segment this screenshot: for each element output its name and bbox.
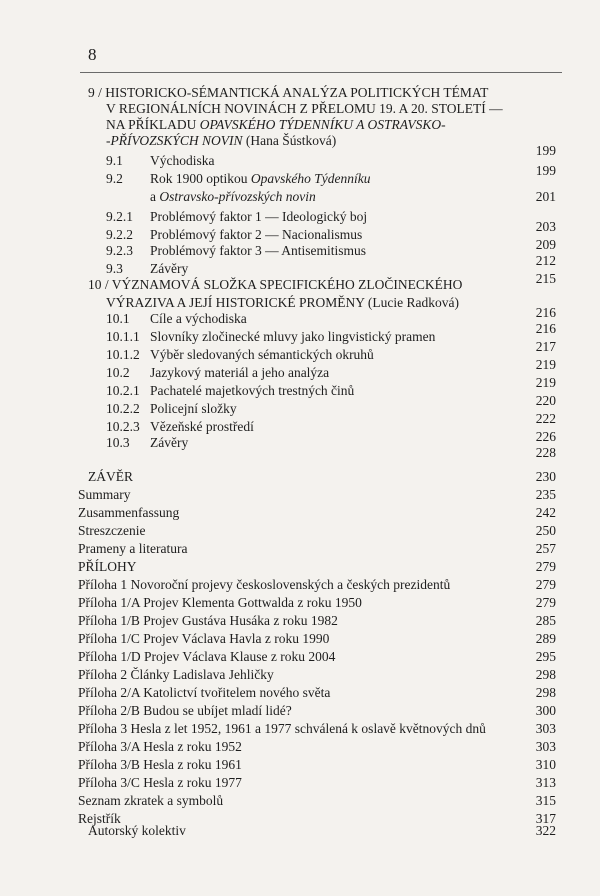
section-number: 10.3: [106, 435, 130, 450]
toc-entry-label: Prameny a literatura: [78, 541, 188, 556]
section-number: 9.1: [106, 153, 123, 168]
toc-entry-label: Zusammenfassung: [78, 505, 180, 520]
toc-entry-label: Problémový faktor 2 — Nacionalismus: [150, 227, 363, 242]
toc-entry: [106, 346, 374, 363]
toc-entry-label: Příloha 3/C Hesla z roku 1977: [78, 775, 242, 790]
toc-page-number: 298: [535, 667, 556, 682]
toc-entry: [106, 152, 215, 169]
toc-entry: [106, 170, 371, 187]
toc-entry-label: NA PŘÍKLADU: [106, 117, 200, 132]
toc-page-number: 315: [535, 793, 556, 808]
toc-entry: [106, 116, 446, 133]
toc-entry-label: Problémový faktor 3 — Antisemitismus: [150, 243, 366, 258]
toc-entry-label: Pachatelé majetkových trestných činů: [150, 383, 355, 398]
toc-entry: [106, 310, 247, 327]
toc-page-number: 322: [535, 823, 556, 838]
toc-entry: [78, 540, 187, 557]
toc-entry: [78, 504, 179, 521]
toc-entry-label: Příloha 3/B Hesla z roku 1961: [78, 757, 242, 772]
toc-entry: [106, 242, 366, 259]
toc-page-number: 222: [535, 411, 556, 426]
toc-entry: [150, 188, 316, 205]
toc-entry: [106, 260, 189, 277]
toc-entry: [78, 486, 131, 503]
section-number: 9.3: [106, 261, 123, 276]
toc-entry-label: a: [150, 189, 160, 204]
toc-page-number: 310: [535, 757, 556, 772]
section-number: 10.2.3: [106, 419, 140, 434]
toc-entry-label: Závěry: [150, 435, 189, 450]
toc-entry-label: Cíle a východiska: [150, 311, 247, 326]
toc-page-number: 215: [535, 271, 556, 286]
toc-entry: [78, 558, 137, 575]
section-number: 9.2.2: [106, 227, 133, 242]
toc-page-number: 226: [535, 429, 556, 444]
toc-page-number: 203: [535, 219, 556, 234]
toc-entry-label: Příloha 2/B Budou se ubíjet mladí lidé?: [78, 703, 292, 718]
toc-entry-label: Jazykový materiál a jeho analýza: [150, 365, 330, 380]
toc-page-number: 209: [535, 237, 556, 252]
toc-entry: [78, 720, 486, 737]
toc-entry: [106, 418, 254, 435]
toc-entry: [78, 666, 274, 683]
toc-entry: [106, 294, 459, 311]
toc-entry-label: Vězeňské prostředí: [150, 419, 254, 434]
toc-page-number: 279: [535, 559, 556, 574]
toc-entry: [78, 792, 223, 809]
toc-page-number: 216: [535, 321, 556, 336]
toc-page-number: 242: [535, 505, 556, 520]
toc-entry: [106, 226, 363, 243]
toc-entry: [78, 630, 329, 647]
toc-page-number: 257: [535, 541, 556, 556]
toc-entry-label: Rejstřík: [78, 811, 121, 826]
toc-entry: [78, 684, 330, 701]
toc-entry-label: Příloha 3 Hesla z let 1952, 1961 a 1977 schválená k oslavě květnových dnů: [78, 721, 486, 736]
toc-entry: [88, 468, 133, 485]
toc-entry-label: Policejní složky: [150, 401, 237, 416]
toc-entry-label: Příloha 2/A Katolictví tvořitelem nového světa: [78, 685, 331, 700]
toc-entry: [78, 774, 242, 791]
toc-page-number: 279: [535, 577, 556, 592]
toc-page-number: 317: [535, 811, 556, 826]
toc-page-number: 289: [535, 631, 556, 646]
toc-entry: [78, 738, 242, 755]
toc-page-number: 212: [535, 253, 556, 268]
toc-entry-label: Slovníky zločinecké mluvy jako lingvistický pramen: [150, 329, 436, 344]
toc-page-number: 279: [535, 595, 556, 610]
section-number: 10.2.1: [106, 383, 140, 398]
toc-entry-label: Příloha 3/A Hesla z roku 1952: [78, 739, 242, 754]
toc-entry: [78, 612, 338, 629]
toc-entry: [78, 756, 242, 773]
toc-entry-label: Seznam zkratek a symbolů: [78, 793, 224, 808]
toc-entry-label: Rok 1900 optikou: [150, 171, 251, 186]
toc-page-number: 300: [535, 703, 556, 718]
section-number: 9.2.3: [106, 243, 133, 258]
toc-page-number: 228: [535, 445, 556, 460]
toc-entry-label: Summary: [78, 487, 131, 502]
section-number: 10.1.2: [106, 347, 140, 362]
section-number: 9.2: [106, 171, 123, 186]
toc-entry: [106, 434, 189, 451]
toc-entry-label: V REGIONÁLNÍCH NOVINÁCH Z PŘELOMU 19. A 20. STOLETÍ —: [106, 101, 503, 116]
toc-entry-label: Problémový faktor 1 — Ideologický boj: [150, 209, 368, 224]
toc-entry: [88, 276, 462, 293]
toc-entry-label: (Hana Šústková): [242, 133, 337, 148]
toc-entry-label: Autorský kolektiv: [88, 823, 186, 838]
toc-page-number: 230: [535, 469, 556, 484]
toc-entry-label: Příloha 1/C Projev Václava Havla z roku 1990: [78, 631, 330, 646]
toc-entry-label: Příloha 2 Články Ladislava Jehličky: [78, 667, 274, 682]
toc-entry: [106, 208, 368, 225]
toc-entry-label: ZÁVĚR: [88, 469, 133, 484]
toc-entry-label: 9 / HISTORICKO-SÉMANTICKÁ ANALÝZA POLITICKÝCH TÉMAT: [88, 85, 489, 100]
toc-page-number: 201: [535, 189, 556, 204]
toc-page-number: 199: [535, 163, 556, 178]
section-number: 10.1.1: [106, 329, 140, 344]
toc-entry: [106, 328, 436, 345]
toc-entry-label: Příloha 1/A Projev Klementa Gottwalda z roku 1950: [78, 595, 362, 610]
toc-entry-label: Východiska: [150, 153, 215, 168]
toc-entry-label: 10 / VÝZNAMOVÁ SLOŽKA SPECIFICKÉHO ZLOČINECKÉHO: [88, 277, 463, 292]
toc-entry: [78, 648, 335, 665]
toc-entry-label: VÝRAZIVA A JEJÍ HISTORICKÉ PROMĚNY (Lucie Radková): [106, 295, 459, 310]
toc-entry: [106, 400, 237, 417]
toc-page-number: 250: [535, 523, 556, 538]
section-number: 9.2.1: [106, 209, 133, 224]
toc-page-number: 219: [535, 357, 556, 372]
toc-entry: [88, 822, 186, 839]
toc-entry-italic: OPAVSKÉHO TÝDENNÍKU A OSTRAVSKO-: [199, 117, 446, 132]
section-number: 10.2.2: [106, 401, 140, 416]
toc-entry: [78, 594, 362, 611]
section-number: 10.1: [106, 311, 130, 326]
toc-page-number: 217: [535, 339, 556, 354]
page-number: 8: [88, 45, 97, 64]
section-number: 10.2: [106, 365, 130, 380]
toc-entry-label: Závěry: [150, 261, 189, 276]
toc-page-number: 313: [535, 775, 556, 790]
toc-entry-italic: -PŘÍVOZSKÝCH NOVIN: [106, 133, 243, 148]
toc-page-number: 298: [535, 685, 556, 700]
toc-page-number: 295: [535, 649, 556, 664]
toc-entry-label: Příloha 1 Novoroční projevy československých a českých prezidentů: [78, 577, 451, 592]
toc-page-number: 235: [535, 487, 556, 502]
toc-entry: [106, 364, 330, 381]
toc-entry: [106, 100, 503, 117]
toc-entry: [88, 84, 488, 101]
toc-page-number: 219: [535, 375, 556, 390]
toc-entry-label: Příloha 1/B Projev Gustáva Husáka z roku 1982: [78, 613, 338, 628]
toc-entry: [78, 576, 450, 593]
toc-page-number: 199: [535, 143, 556, 158]
toc-entry-label: Příloha 1/D Projev Václava Klause z roku 2004: [78, 649, 336, 664]
toc-page-number: 303: [535, 721, 556, 736]
toc-entry: [106, 382, 355, 399]
toc-page-number: 220: [535, 393, 556, 408]
toc-page-number: 216: [535, 305, 556, 320]
toc-entry-italic: Opavského Týdenníku: [250, 171, 371, 186]
toc-page-number: 285: [535, 613, 556, 628]
toc-entry-label: PŘÍLOHY: [78, 559, 137, 574]
toc-entry: [78, 702, 292, 719]
toc-page-number: 303: [535, 739, 556, 754]
toc-entry-italic: Ostravsko-přívozských novin: [159, 189, 316, 204]
toc-entry-label: Streszczenie: [78, 523, 146, 538]
toc-entry: [78, 522, 145, 539]
toc-entry: [106, 132, 336, 149]
toc-entry-label: Výběr sledovaných sémantických okruhů: [150, 347, 374, 362]
